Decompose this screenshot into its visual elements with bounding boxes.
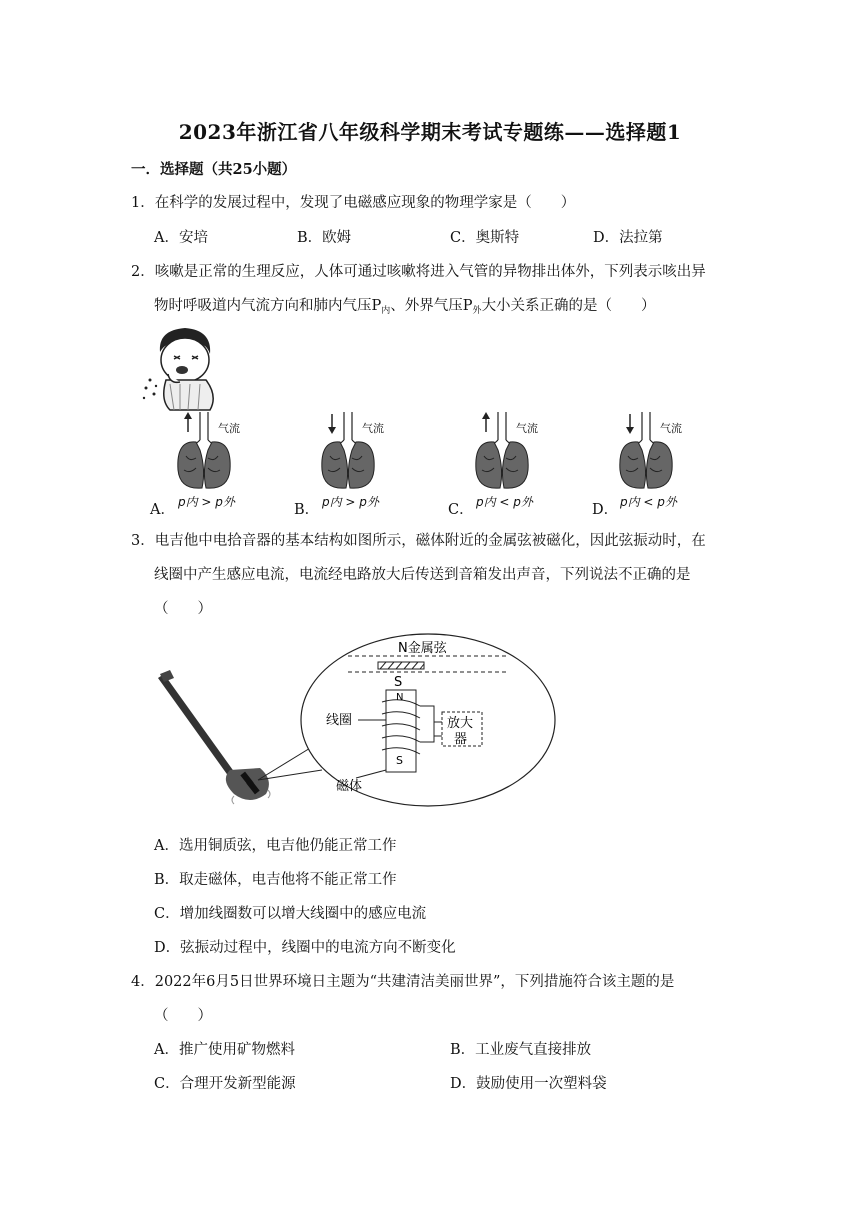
question-2-line-2 [154,294,656,315]
lung-diagram-b [316,410,426,510]
airflow-label: 气流 [218,422,240,435]
magnet-s-bottom-label: S [396,754,403,767]
question-2-line-1: 2．咳嗽是正常的生理反应，人体可通过咳嗽将进入气管的异物排出体外，下列表示咳出异 [131,264,706,280]
q2-sub-out: 外 [472,306,482,316]
pressure-caption: p内 < p外 [476,495,533,509]
pressure-caption: p内 < p外 [620,495,677,509]
question-4-line-2: （ ） [154,1008,212,1024]
electric-guitar-image [158,670,270,804]
q2-sub-in: 内 [381,306,391,316]
q2-text-a: 物时呼吸道内气流方向和肺内气压P [154,298,382,314]
lung-diagram-d [614,410,724,510]
question-3-line-1: 3．电吉他中电拾音器的基本结构如图所示，磁体附近的金属弦被磁化，因此弦振动时，在 [131,533,706,549]
q1-option-d[interactable]: D．法拉第 [593,230,663,246]
q2-text-b: 、外界气压P [390,298,473,314]
question-4-line-1: 4．2022年6月5日世界环境日主题为“共建清洁美丽世界”，下列措施符合该主题的是 [131,974,675,990]
q1-option-b[interactable]: B．欧姆 [297,230,352,246]
q1-option-c[interactable]: C．奥斯特 [450,230,520,246]
q4-option-b[interactable]: B．工业废气直接排放 [450,1042,592,1058]
section-heading: 一．选择题（共25小题） [131,161,297,178]
q3-option-b[interactable]: B．取走磁体，电吉他将不能正常工作 [154,872,397,888]
page-title: 2023年浙江省八年级科学期末考试专题练——选择题1 [178,120,682,144]
airflow-label: 气流 [516,422,538,435]
q2-text-c: 大小关系正确的是（ ） [481,298,656,314]
metal-string-label: N金属弦 [398,641,447,656]
coughing-boy-illustration [140,322,230,412]
q3-option-c[interactable]: C．增加线圈数可以增大线圈中的感应电流 [154,906,427,922]
airflow-label: 气流 [362,422,384,435]
amplifier-label-1: 放大 [447,716,474,731]
q2-option-b[interactable]: B． [294,502,320,518]
q3-option-d[interactable]: D．弦振动过程中，线圈中的电流方向不断变化 [154,940,456,956]
guitar-pickup-diagram [150,630,570,810]
question-3-line-3: （ ） [154,601,212,617]
q3-option-a[interactable]: A．选用铜质弦，电吉他仍能正常工作 [154,838,397,854]
question-1-text: 1．在科学的发展过程中，发现了电磁感应现象的物理学家是（ ） [131,195,576,211]
pressure-caption: p内 > p外 [322,495,379,509]
q4-option-c[interactable]: C．合理开发新型能源 [154,1076,296,1092]
airflow-label: 气流 [660,422,682,435]
lung-diagram-a [172,410,282,510]
question-3-line-2: 线圈中产生感应电流，电流经电路放大后传送到音箱发出声音，下列说法不正确的是 [154,567,691,583]
q2-option-c[interactable]: C． [448,502,474,518]
magnet-s-top-label: S [394,675,403,690]
q4-option-a[interactable]: A．推广使用矿物燃料 [154,1042,295,1058]
lung-diagram-c [470,410,580,510]
pressure-caption: p内 > p外 [178,495,235,509]
amplifier-label-2: 器 [454,732,468,747]
q4-option-d[interactable]: D．鼓励使用一次塑料袋 [450,1076,607,1092]
coil-label: 线圈 [326,713,353,728]
magnet-n-label: N [396,692,404,703]
q1-option-a[interactable]: A．安培 [154,230,208,246]
magnet-label: 磁体 [336,779,363,794]
q2-option-d[interactable]: D． [592,502,619,518]
q2-option-a[interactable]: A． [150,502,175,518]
